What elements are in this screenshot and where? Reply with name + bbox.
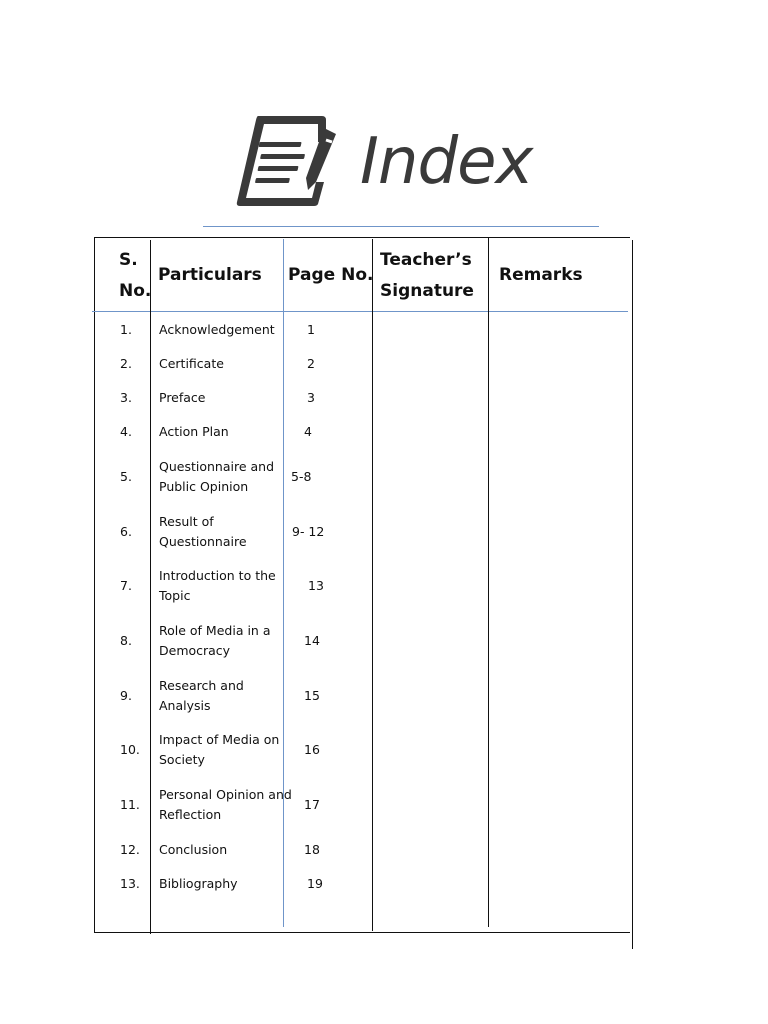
row-sno: 10. — [120, 742, 140, 758]
header-particulars: Particulars — [158, 265, 262, 285]
row-page-no: 18 — [304, 841, 320, 857]
particulars-line: Role of Media in a — [159, 622, 271, 638]
row-sno: 7. — [120, 578, 132, 594]
table-bottom-border — [94, 932, 630, 933]
column-divider-3 — [372, 239, 373, 931]
particulars-line: Certificate — [159, 356, 224, 371]
document-edit-icon — [236, 112, 338, 208]
row-page-no: 15 — [304, 687, 320, 703]
particulars-line: Democracy — [159, 642, 231, 658]
table-right-border — [632, 240, 633, 949]
row-particulars — [159, 676, 244, 716]
row-page-no: 16 — [304, 742, 320, 758]
column-divider-4 — [488, 237, 489, 927]
particulars-line: Bibliography — [159, 875, 238, 891]
row-sno: 5. — [120, 468, 132, 484]
particulars-line: Acknowledgement — [159, 322, 275, 337]
header-separator — [92, 311, 628, 312]
particulars-line: Questionnaire — [159, 533, 247, 549]
index-table — [94, 237, 632, 932]
column-divider-1 — [150, 240, 151, 934]
row-page-no: 13 — [308, 578, 324, 594]
particulars-line: Conclusion — [159, 841, 228, 857]
row-particulars — [159, 840, 227, 860]
title-underline — [203, 226, 599, 227]
particulars-line: Society — [159, 752, 205, 768]
particulars-line: Research and — [159, 677, 244, 693]
row-particulars — [159, 785, 292, 825]
row-page-no: 19 — [307, 875, 323, 891]
row-page-no: 4 — [304, 424, 312, 439]
row-page-no: 14 — [304, 632, 320, 648]
row-particulars — [159, 354, 224, 374]
particulars-line: Questionnaire and — [159, 458, 275, 474]
row-sno: 11. — [120, 797, 140, 813]
particulars-line: Topic — [159, 588, 191, 604]
row-particulars — [159, 621, 270, 661]
row-page-no: 1 — [307, 322, 315, 337]
row-page-no: 2 — [307, 356, 315, 371]
row-particulars — [159, 566, 276, 606]
row-sno: 4. — [120, 424, 132, 439]
particulars-line: Introduction to the — [159, 568, 276, 584]
header-page-no: Page No. — [288, 265, 374, 285]
header-sno: S. No. — [119, 250, 152, 301]
header-remarks: Remarks — [499, 265, 583, 285]
row-page-no: 5-8 — [291, 468, 312, 484]
row-sno: 9. — [120, 687, 132, 703]
particulars-line: Preface — [159, 390, 206, 405]
row-sno: 1. — [120, 322, 132, 337]
row-particulars — [159, 320, 275, 340]
row-particulars — [159, 512, 247, 552]
row-sno: 6. — [120, 523, 132, 539]
particulars-line: Personal Opinion and — [159, 787, 292, 803]
header-teacher-signature: Teacher’s Signature — [380, 250, 474, 301]
particulars-line: Analysis — [159, 697, 211, 713]
particulars-line: Reflection — [159, 807, 222, 823]
row-sno: 12. — [120, 841, 140, 857]
row-page-no: 17 — [304, 797, 320, 813]
particulars-line: Action Plan — [159, 424, 229, 439]
row-particulars — [159, 457, 274, 497]
row-page-no: 9- 12 — [292, 523, 325, 539]
table-top-border — [94, 237, 630, 238]
row-particulars — [159, 874, 238, 894]
row-page-no: 3 — [307, 390, 315, 405]
row-particulars — [159, 730, 279, 770]
row-sno: 13. — [120, 875, 140, 891]
row-particulars — [159, 388, 206, 408]
table-left-border — [94, 237, 95, 932]
particulars-line: Result of — [159, 513, 214, 529]
particulars-line: Public Opinion — [159, 478, 249, 494]
row-particulars — [159, 422, 229, 442]
row-sno: 2. — [120, 356, 132, 371]
page-title: Index — [360, 125, 533, 199]
row-sno: 3. — [120, 390, 132, 405]
row-sno: 8. — [120, 632, 132, 648]
particulars-line: Impact of Media on — [159, 732, 280, 748]
